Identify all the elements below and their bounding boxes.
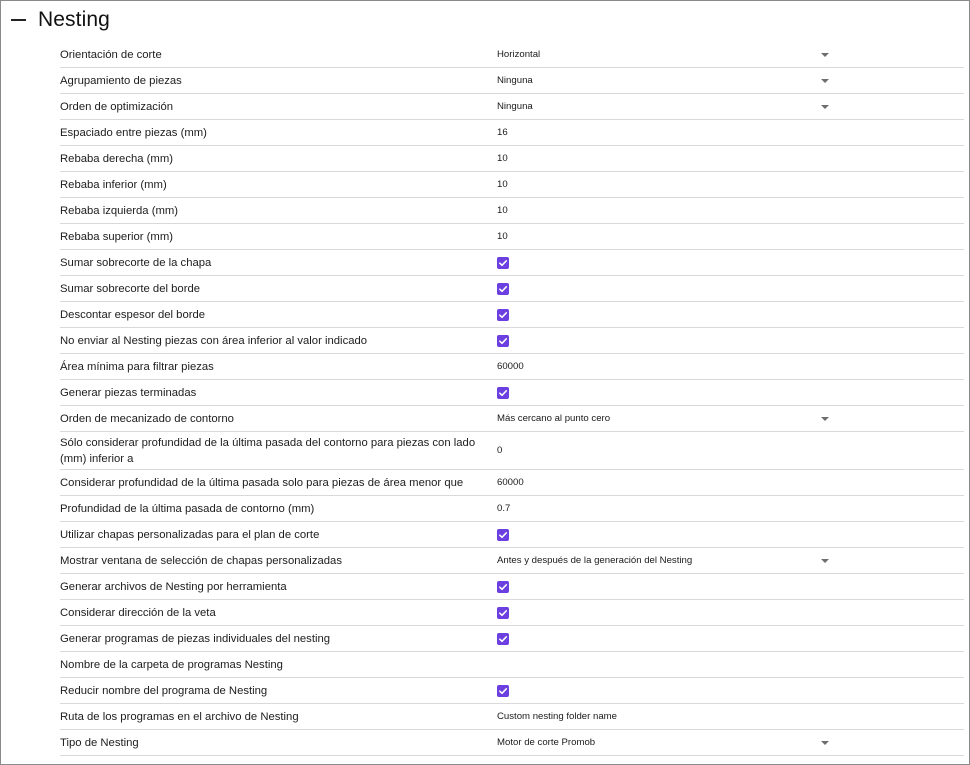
setting-checkbox[interactable]: [497, 335, 509, 347]
setting-checkbox[interactable]: [497, 607, 509, 619]
setting-row: [60, 198, 964, 224]
setting-control: [497, 120, 827, 145]
checkmark-icon: [498, 686, 508, 696]
setting-checkbox[interactable]: [497, 529, 509, 541]
checkmark-icon: [498, 634, 508, 644]
input-value: 60000: [497, 361, 524, 372]
setting-row: [60, 730, 964, 756]
setting-dropdown[interactable]: [497, 42, 831, 67]
setting-dropdown[interactable]: [497, 94, 831, 119]
setting-row: [60, 406, 964, 432]
setting-row: [60, 354, 964, 380]
setting-control: [497, 406, 831, 431]
setting-control: [497, 328, 509, 353]
input-value: 16: [497, 127, 508, 138]
setting-input[interactable]: [497, 146, 827, 171]
setting-control: [497, 600, 509, 625]
setting-input[interactable]: [497, 172, 827, 197]
setting-control: [497, 626, 509, 651]
setting-label: Sólo considerar profundidad de la última pasada del contorno para piezas con lado (mm) inferior a: [60, 436, 476, 465]
setting-label: Nombre de la carpeta de programas Nesting: [60, 658, 283, 671]
input-value: 60000: [497, 477, 524, 488]
setting-label: Rebaba inferior (mm): [60, 178, 167, 191]
setting-row: [60, 626, 964, 652]
setting-control: [497, 470, 827, 495]
setting-label: Rebaba derecha (mm): [60, 152, 174, 165]
chevron-down-icon[interactable]: [821, 105, 829, 109]
setting-control: [497, 250, 509, 275]
dropdown-value: Antes y después de la generación del Nesting: [497, 555, 693, 566]
setting-row: [60, 496, 964, 522]
input-value: 0: [497, 445, 503, 456]
setting-row: [60, 120, 964, 146]
setting-label: Sumar sobrecorte del borde: [60, 282, 201, 295]
setting-row: [60, 42, 964, 68]
settings-list: [60, 42, 964, 756]
setting-checkbox[interactable]: [497, 581, 509, 593]
setting-row: [60, 704, 964, 730]
checkmark-icon: [498, 530, 508, 540]
checkmark-icon: [498, 310, 508, 320]
setting-control: [497, 198, 827, 223]
dropdown-value: Ninguna: [497, 101, 533, 112]
setting-row: [60, 652, 964, 678]
setting-row: [60, 224, 964, 250]
setting-label: Considerar profundidad de la última pasada solo para piezas de área menor que: [60, 476, 464, 489]
setting-row: [60, 548, 964, 574]
setting-label: Orden de optimización: [60, 100, 174, 113]
section-header[interactable]: [11, 5, 110, 35]
setting-control: [497, 224, 827, 249]
setting-control: [497, 522, 509, 547]
checkmark-icon: [498, 284, 508, 294]
setting-row: [60, 600, 964, 626]
setting-row: [60, 172, 964, 198]
setting-checkbox[interactable]: [497, 633, 509, 645]
input-value: 10: [497, 179, 508, 190]
input-value: 10: [497, 231, 508, 242]
setting-input[interactable]: [497, 354, 827, 379]
setting-label: Profundidad de la última pasada de contorno (mm): [60, 502, 315, 515]
setting-label: Agrupamiento de piezas: [60, 74, 182, 87]
setting-label: Utilizar chapas personalizadas para el plan de corte: [60, 528, 320, 541]
setting-control: [497, 678, 509, 703]
setting-control: [497, 730, 831, 755]
setting-row: [60, 146, 964, 172]
setting-input[interactable]: [497, 198, 827, 223]
dropdown-value: Ninguna: [497, 75, 533, 86]
checkmark-icon: [498, 388, 508, 398]
setting-label: Orientación de corte: [60, 48, 162, 61]
input-value: 0.7: [497, 503, 511, 514]
chevron-down-icon[interactable]: [821, 417, 829, 421]
setting-label: Espaciado entre piezas (mm): [60, 126, 207, 139]
checkmark-icon: [498, 336, 508, 346]
input-value: 10: [497, 205, 508, 216]
setting-row: [60, 470, 964, 496]
setting-row: [60, 302, 964, 328]
chevron-down-icon[interactable]: [821, 741, 829, 745]
setting-control: [497, 704, 827, 729]
setting-input[interactable]: [497, 224, 827, 249]
setting-dropdown[interactable]: [497, 730, 831, 755]
setting-input[interactable]: [497, 704, 827, 729]
setting-label: Sumar sobrecorte de la chapa: [60, 256, 212, 269]
setting-label: Generar programas de piezas individuales del nesting: [60, 632, 331, 645]
setting-control: [497, 146, 827, 171]
setting-label: Área mínima para filtrar piezas: [60, 360, 214, 373]
setting-row: [60, 432, 964, 470]
chevron-down-icon[interactable]: [821, 559, 829, 563]
input-value: Custom nesting folder name: [497, 711, 617, 722]
setting-control: [497, 42, 831, 67]
setting-checkbox[interactable]: [497, 309, 509, 321]
setting-checkbox[interactable]: [497, 387, 509, 399]
setting-control: [497, 354, 827, 379]
setting-label: Orden de mecanizado de contorno: [60, 412, 234, 425]
collapse-minus-icon[interactable]: [11, 19, 26, 21]
setting-control: [497, 276, 509, 301]
setting-label: Generar piezas terminadas: [60, 386, 197, 399]
setting-row: [60, 522, 964, 548]
setting-control: [497, 172, 827, 197]
setting-checkbox[interactable]: [497, 257, 509, 269]
setting-input[interactable]: [497, 432, 827, 469]
setting-input[interactable]: [497, 496, 827, 521]
setting-label: Ruta de los programas en el archivo de Nesting: [60, 710, 299, 723]
setting-row: [60, 68, 964, 94]
setting-label: Rebaba superior (mm): [60, 230, 174, 243]
setting-input[interactable]: [497, 120, 827, 145]
dropdown-value: Horizontal: [497, 49, 541, 60]
section-title: Nesting: [38, 8, 110, 31]
setting-row: [60, 380, 964, 406]
setting-control: [497, 548, 831, 573]
input-value: 10: [497, 153, 508, 164]
setting-dropdown[interactable]: [497, 406, 831, 431]
dropdown-value: Más cercano al punto cero: [497, 413, 611, 424]
setting-label: Generar archivos de Nesting por herramienta: [60, 580, 287, 593]
setting-row: [60, 328, 964, 354]
setting-input[interactable]: [497, 470, 827, 495]
setting-control: [497, 432, 827, 469]
setting-row: [60, 276, 964, 302]
setting-label: No enviar al Nesting piezas con área inferior al valor indicado: [60, 334, 368, 347]
dropdown-value: Motor de corte Promob: [497, 737, 596, 748]
setting-control: [497, 94, 831, 119]
setting-row: [60, 250, 964, 276]
setting-label: Descontar espesor del borde: [60, 308, 206, 321]
setting-control: [497, 574, 509, 599]
checkmark-icon: [498, 582, 508, 592]
setting-control: [497, 302, 509, 327]
setting-row: [60, 678, 964, 704]
setting-control: [497, 380, 509, 405]
setting-control: [497, 652, 827, 677]
setting-label: Tipo de Nesting: [60, 736, 139, 749]
setting-checkbox[interactable]: [497, 685, 509, 697]
chevron-down-icon[interactable]: [821, 53, 829, 57]
setting-dropdown[interactable]: [497, 548, 831, 573]
setting-control: [497, 496, 827, 521]
setting-row: [60, 574, 964, 600]
chevron-down-icon[interactable]: [821, 79, 829, 83]
setting-label: Rebaba izquierda (mm): [60, 204, 179, 217]
setting-label: Reducir nombre del programa de Nesting: [60, 684, 268, 697]
checkmark-icon: [498, 258, 508, 268]
setting-label: Mostrar ventana de selección de chapas personalizadas: [60, 554, 342, 567]
setting-label: Considerar dirección de la veta: [60, 606, 216, 619]
setting-row: [60, 94, 964, 120]
setting-dropdown[interactable]: [497, 68, 831, 93]
setting-input[interactable]: [497, 652, 827, 677]
setting-control: [497, 68, 831, 93]
setting-checkbox[interactable]: [497, 283, 509, 295]
checkmark-icon: [498, 608, 508, 618]
